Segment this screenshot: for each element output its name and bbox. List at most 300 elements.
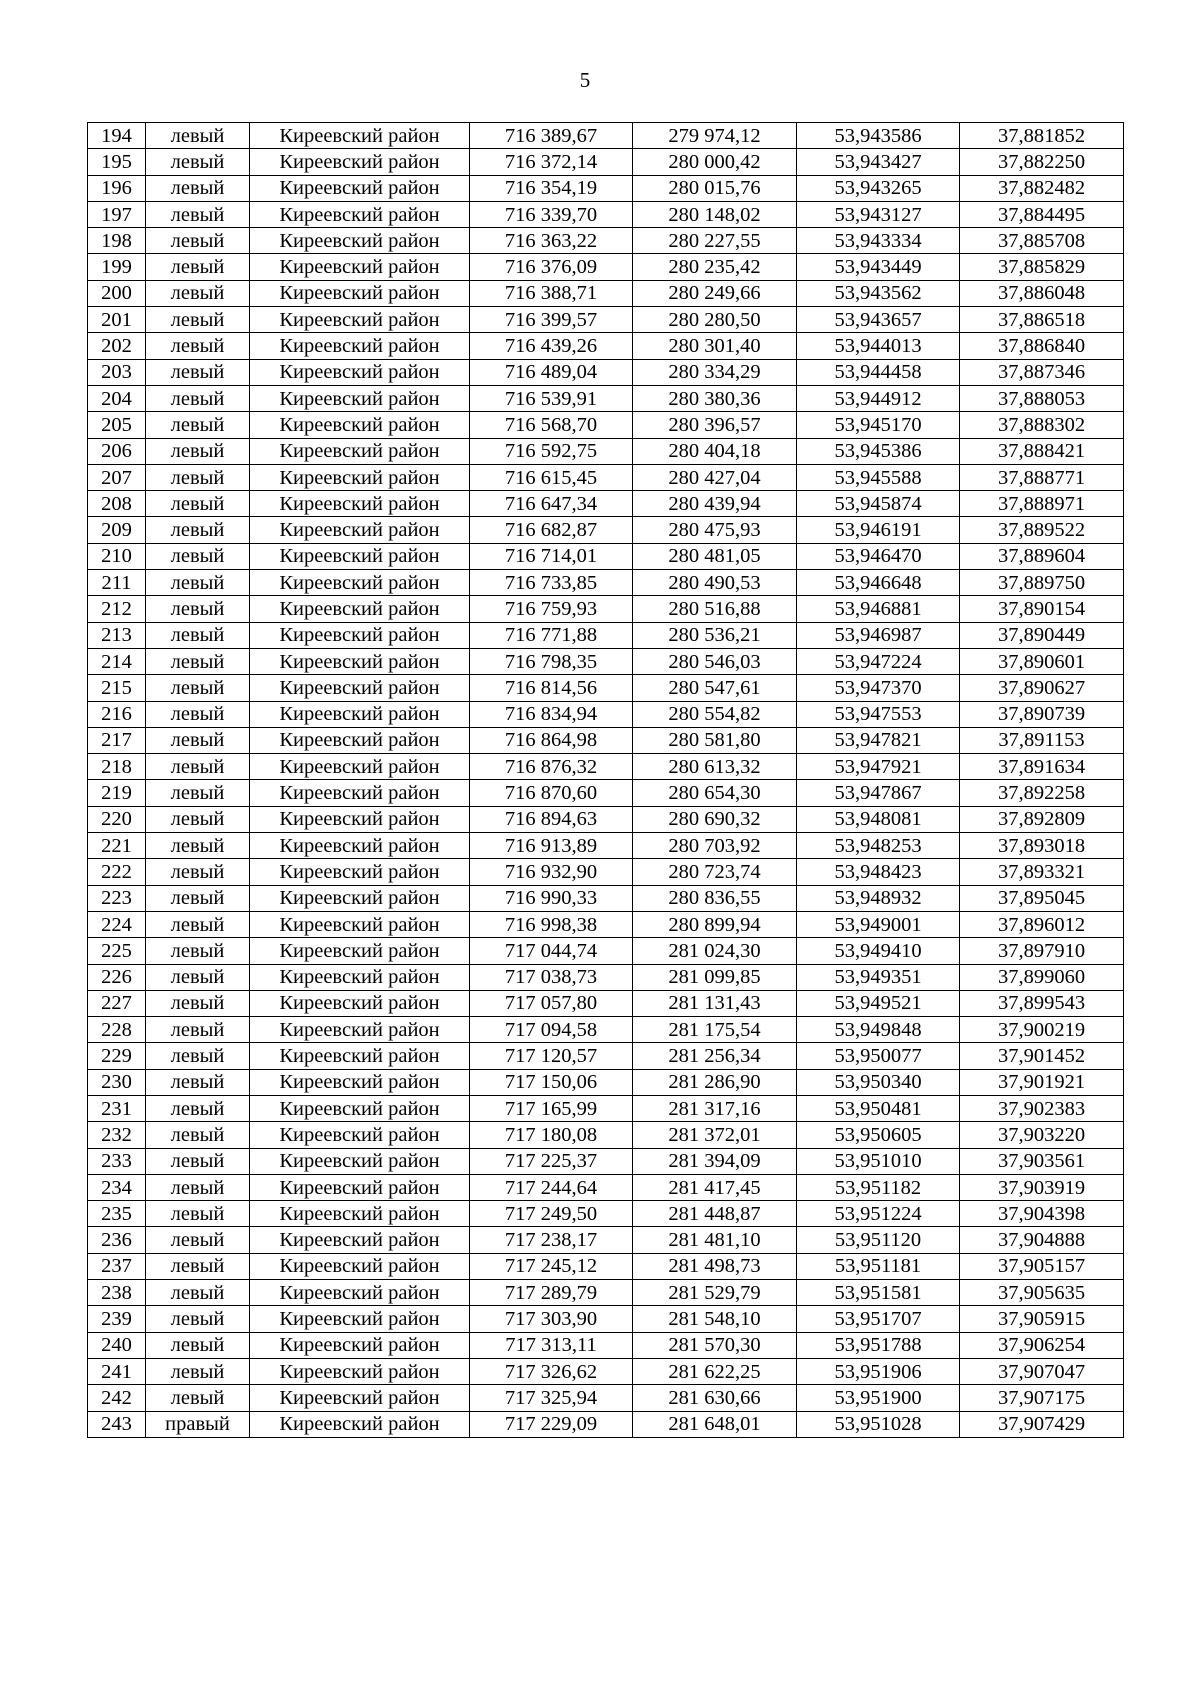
x-coordinate-cell: 717 244,64 bbox=[470, 1174, 633, 1200]
longitude-cell: 37,886840 bbox=[960, 333, 1124, 359]
point-number-cell: 238 bbox=[88, 1280, 146, 1306]
latitude-cell: 53,943127 bbox=[797, 201, 960, 227]
district-cell: Киреевский район bbox=[250, 938, 470, 964]
bank-side-cell: левый bbox=[146, 990, 250, 1016]
latitude-cell: 53,950605 bbox=[797, 1122, 960, 1148]
longitude-cell: 37,906254 bbox=[960, 1332, 1124, 1358]
point-number-cell: 226 bbox=[88, 964, 146, 990]
y-coordinate-cell: 281 317,16 bbox=[633, 1095, 797, 1121]
x-coordinate-cell: 716 354,19 bbox=[470, 175, 633, 201]
district-cell: Киреевский район bbox=[250, 1069, 470, 1095]
latitude-cell: 53,947821 bbox=[797, 727, 960, 753]
latitude-cell: 53,948423 bbox=[797, 859, 960, 885]
latitude-cell: 53,951028 bbox=[797, 1411, 960, 1437]
bank-side-cell: левый bbox=[146, 1043, 250, 1069]
x-coordinate-cell: 716 771,88 bbox=[470, 622, 633, 648]
x-coordinate-cell: 716 399,57 bbox=[470, 307, 633, 333]
y-coordinate-cell: 280 249,66 bbox=[633, 280, 797, 306]
table-row bbox=[88, 596, 1124, 622]
longitude-cell: 37,888053 bbox=[960, 385, 1124, 411]
bank-side-cell: левый bbox=[146, 517, 250, 543]
x-coordinate-cell: 717 180,08 bbox=[470, 1122, 633, 1148]
point-number-cell: 228 bbox=[88, 1017, 146, 1043]
bank-side-cell: левый bbox=[146, 727, 250, 753]
longitude-cell: 37,904888 bbox=[960, 1227, 1124, 1253]
table-row bbox=[88, 964, 1124, 990]
point-number-cell: 201 bbox=[88, 307, 146, 333]
longitude-cell: 37,899060 bbox=[960, 964, 1124, 990]
bank-side-cell: левый bbox=[146, 123, 250, 149]
x-coordinate-cell: 716 932,90 bbox=[470, 859, 633, 885]
bank-side-cell: левый bbox=[146, 1253, 250, 1279]
district-cell: Киреевский район bbox=[250, 990, 470, 1016]
bank-side-cell: левый bbox=[146, 1148, 250, 1174]
x-coordinate-cell: 717 303,90 bbox=[470, 1306, 633, 1332]
latitude-cell: 53,951181 bbox=[797, 1253, 960, 1279]
longitude-cell: 37,899543 bbox=[960, 990, 1124, 1016]
longitude-cell: 37,895045 bbox=[960, 885, 1124, 911]
point-number-cell: 224 bbox=[88, 911, 146, 937]
longitude-cell: 37,907047 bbox=[960, 1358, 1124, 1384]
district-cell: Киреевский район bbox=[250, 254, 470, 280]
point-number-cell: 218 bbox=[88, 754, 146, 780]
x-coordinate-cell: 716 864,98 bbox=[470, 727, 633, 753]
y-coordinate-cell: 280 000,42 bbox=[633, 149, 797, 175]
x-coordinate-cell: 716 592,75 bbox=[470, 438, 633, 464]
y-coordinate-cell: 280 280,50 bbox=[633, 307, 797, 333]
district-cell: Киреевский район bbox=[250, 517, 470, 543]
table-row bbox=[88, 622, 1124, 648]
table-row bbox=[88, 307, 1124, 333]
latitude-cell: 53,943562 bbox=[797, 280, 960, 306]
longitude-cell: 37,903561 bbox=[960, 1148, 1124, 1174]
bank-side-cell: левый bbox=[146, 1122, 250, 1148]
y-coordinate-cell: 280 015,76 bbox=[633, 175, 797, 201]
point-number-cell: 213 bbox=[88, 622, 146, 648]
table-row bbox=[88, 1253, 1124, 1279]
point-number-cell: 216 bbox=[88, 701, 146, 727]
bank-side-cell: левый bbox=[146, 859, 250, 885]
x-coordinate-cell: 716 998,38 bbox=[470, 911, 633, 937]
y-coordinate-cell: 280 536,21 bbox=[633, 622, 797, 648]
x-coordinate-cell: 717 120,57 bbox=[470, 1043, 633, 1069]
district-cell: Киреевский район bbox=[250, 648, 470, 674]
y-coordinate-cell: 280 396,57 bbox=[633, 412, 797, 438]
longitude-cell: 37,888771 bbox=[960, 464, 1124, 490]
x-coordinate-cell: 716 913,89 bbox=[470, 833, 633, 859]
y-coordinate-cell: 281 417,45 bbox=[633, 1174, 797, 1200]
longitude-cell: 37,888302 bbox=[960, 412, 1124, 438]
y-coordinate-cell: 280 723,74 bbox=[633, 859, 797, 885]
point-number-cell: 233 bbox=[88, 1148, 146, 1174]
bank-side-cell: левый bbox=[146, 228, 250, 254]
longitude-cell: 37,901452 bbox=[960, 1043, 1124, 1069]
table-row bbox=[88, 254, 1124, 280]
longitude-cell: 37,893321 bbox=[960, 859, 1124, 885]
longitude-cell: 37,905157 bbox=[960, 1253, 1124, 1279]
district-cell: Киреевский район bbox=[250, 727, 470, 753]
point-number-cell: 211 bbox=[88, 570, 146, 596]
bank-side-cell: левый bbox=[146, 1174, 250, 1200]
latitude-cell: 53,943449 bbox=[797, 254, 960, 280]
table-row bbox=[88, 675, 1124, 701]
point-number-cell: 194 bbox=[88, 123, 146, 149]
latitude-cell: 53,943427 bbox=[797, 149, 960, 175]
x-coordinate-cell: 717 229,09 bbox=[470, 1411, 633, 1437]
point-number-cell: 198 bbox=[88, 228, 146, 254]
point-number-cell: 202 bbox=[88, 333, 146, 359]
bank-side-cell: левый bbox=[146, 1385, 250, 1411]
x-coordinate-cell: 717 326,62 bbox=[470, 1358, 633, 1384]
coordinates-table bbox=[87, 122, 1124, 1438]
x-coordinate-cell: 716 388,71 bbox=[470, 280, 633, 306]
y-coordinate-cell: 281 286,90 bbox=[633, 1069, 797, 1095]
longitude-cell: 37,881852 bbox=[960, 123, 1124, 149]
point-number-cell: 204 bbox=[88, 385, 146, 411]
latitude-cell: 53,951120 bbox=[797, 1227, 960, 1253]
x-coordinate-cell: 717 249,50 bbox=[470, 1201, 633, 1227]
point-number-cell: 206 bbox=[88, 438, 146, 464]
point-number-cell: 209 bbox=[88, 517, 146, 543]
point-number-cell: 239 bbox=[88, 1306, 146, 1332]
x-coordinate-cell: 717 245,12 bbox=[470, 1253, 633, 1279]
x-coordinate-cell: 716 363,22 bbox=[470, 228, 633, 254]
district-cell: Киреевский район bbox=[250, 701, 470, 727]
bank-side-cell: левый bbox=[146, 701, 250, 727]
x-coordinate-cell: 716 876,32 bbox=[470, 754, 633, 780]
table-row bbox=[88, 1280, 1124, 1306]
x-coordinate-cell: 716 870,60 bbox=[470, 780, 633, 806]
table-row bbox=[88, 1095, 1124, 1121]
district-cell: Киреевский район bbox=[250, 1043, 470, 1069]
point-number-cell: 197 bbox=[88, 201, 146, 227]
x-coordinate-cell: 717 238,17 bbox=[470, 1227, 633, 1253]
y-coordinate-cell: 280 301,40 bbox=[633, 333, 797, 359]
y-coordinate-cell: 280 654,30 bbox=[633, 780, 797, 806]
point-number-cell: 229 bbox=[88, 1043, 146, 1069]
latitude-cell: 53,944912 bbox=[797, 385, 960, 411]
longitude-cell: 37,892258 bbox=[960, 780, 1124, 806]
latitude-cell: 53,945170 bbox=[797, 412, 960, 438]
district-cell: Киреевский район bbox=[250, 1253, 470, 1279]
table-row bbox=[88, 938, 1124, 964]
longitude-cell: 37,885829 bbox=[960, 254, 1124, 280]
table-row bbox=[88, 543, 1124, 569]
district-cell: Киреевский район bbox=[250, 570, 470, 596]
latitude-cell: 53,947867 bbox=[797, 780, 960, 806]
latitude-cell: 53,948081 bbox=[797, 806, 960, 832]
bank-side-cell: левый bbox=[146, 780, 250, 806]
point-number-cell: 212 bbox=[88, 596, 146, 622]
district-cell: Киреевский район bbox=[250, 859, 470, 885]
district-cell: Киреевский район bbox=[250, 964, 470, 990]
latitude-cell: 53,945874 bbox=[797, 491, 960, 517]
page-number: 5 bbox=[579, 68, 591, 92]
latitude-cell: 53,951788 bbox=[797, 1332, 960, 1358]
latitude-cell: 53,949521 bbox=[797, 990, 960, 1016]
latitude-cell: 53,943586 bbox=[797, 123, 960, 149]
y-coordinate-cell: 280 380,36 bbox=[633, 385, 797, 411]
latitude-cell: 53,951707 bbox=[797, 1306, 960, 1332]
longitude-cell: 37,886518 bbox=[960, 307, 1124, 333]
latitude-cell: 53,947553 bbox=[797, 701, 960, 727]
x-coordinate-cell: 716 759,93 bbox=[470, 596, 633, 622]
latitude-cell: 53,947921 bbox=[797, 754, 960, 780]
x-coordinate-cell: 717 325,94 bbox=[470, 1385, 633, 1411]
latitude-cell: 53,943265 bbox=[797, 175, 960, 201]
bank-side-cell: левый bbox=[146, 911, 250, 937]
x-coordinate-cell: 716 389,67 bbox=[470, 123, 633, 149]
bank-side-cell: левый bbox=[146, 964, 250, 990]
point-number-cell: 217 bbox=[88, 727, 146, 753]
latitude-cell: 53,945588 bbox=[797, 464, 960, 490]
y-coordinate-cell: 281 630,66 bbox=[633, 1385, 797, 1411]
y-coordinate-cell: 280 227,55 bbox=[633, 228, 797, 254]
latitude-cell: 53,946470 bbox=[797, 543, 960, 569]
district-cell: Киреевский район bbox=[250, 175, 470, 201]
y-coordinate-cell: 281 622,25 bbox=[633, 1358, 797, 1384]
y-coordinate-cell: 280 490,53 bbox=[633, 570, 797, 596]
latitude-cell: 53,946191 bbox=[797, 517, 960, 543]
latitude-cell: 53,949410 bbox=[797, 938, 960, 964]
longitude-cell: 37,889604 bbox=[960, 543, 1124, 569]
x-coordinate-cell: 717 225,37 bbox=[470, 1148, 633, 1174]
point-number-cell: 223 bbox=[88, 885, 146, 911]
point-number-cell: 227 bbox=[88, 990, 146, 1016]
table-row bbox=[88, 464, 1124, 490]
district-cell: Киреевский район bbox=[250, 438, 470, 464]
latitude-cell: 53,951581 bbox=[797, 1280, 960, 1306]
longitude-cell: 37,896012 bbox=[960, 911, 1124, 937]
x-coordinate-cell: 716 894,63 bbox=[470, 806, 633, 832]
bank-side-cell: левый bbox=[146, 307, 250, 333]
x-coordinate-cell: 717 094,58 bbox=[470, 1017, 633, 1043]
longitude-cell: 37,901921 bbox=[960, 1069, 1124, 1095]
y-coordinate-cell: 280 475,93 bbox=[633, 517, 797, 543]
bank-side-cell: левый bbox=[146, 280, 250, 306]
bank-side-cell: левый bbox=[146, 938, 250, 964]
bank-side-cell: левый bbox=[146, 1201, 250, 1227]
table-row bbox=[88, 228, 1124, 254]
longitude-cell: 37,888971 bbox=[960, 491, 1124, 517]
table-row bbox=[88, 333, 1124, 359]
point-number-cell: 205 bbox=[88, 412, 146, 438]
point-number-cell: 242 bbox=[88, 1385, 146, 1411]
district-cell: Киреевский район bbox=[250, 1385, 470, 1411]
table-row bbox=[88, 780, 1124, 806]
table-row bbox=[88, 1332, 1124, 1358]
district-cell: Киреевский район bbox=[250, 412, 470, 438]
x-coordinate-cell: 716 376,09 bbox=[470, 254, 633, 280]
y-coordinate-cell: 281 175,54 bbox=[633, 1017, 797, 1043]
table-row bbox=[88, 1358, 1124, 1384]
point-number-cell: 240 bbox=[88, 1332, 146, 1358]
x-coordinate-cell: 717 057,80 bbox=[470, 990, 633, 1016]
latitude-cell: 53,950340 bbox=[797, 1069, 960, 1095]
point-number-cell: 222 bbox=[88, 859, 146, 885]
table-row bbox=[88, 701, 1124, 727]
longitude-cell: 37,889750 bbox=[960, 570, 1124, 596]
table-row bbox=[88, 570, 1124, 596]
point-number-cell: 241 bbox=[88, 1358, 146, 1384]
latitude-cell: 53,950077 bbox=[797, 1043, 960, 1069]
latitude-cell: 53,946648 bbox=[797, 570, 960, 596]
table-row bbox=[88, 1411, 1124, 1437]
bank-side-cell: левый bbox=[146, 1069, 250, 1095]
point-number-cell: 243 bbox=[88, 1411, 146, 1437]
bank-side-cell: левый bbox=[146, 1280, 250, 1306]
longitude-cell: 37,892809 bbox=[960, 806, 1124, 832]
point-number-cell: 237 bbox=[88, 1253, 146, 1279]
point-number-cell: 208 bbox=[88, 491, 146, 517]
point-number-cell: 235 bbox=[88, 1201, 146, 1227]
district-cell: Киреевский район bbox=[250, 596, 470, 622]
district-cell: Киреевский район bbox=[250, 1095, 470, 1121]
point-number-cell: 225 bbox=[88, 938, 146, 964]
district-cell: Киреевский район bbox=[250, 543, 470, 569]
longitude-cell: 37,903220 bbox=[960, 1122, 1124, 1148]
latitude-cell: 53,951906 bbox=[797, 1358, 960, 1384]
point-number-cell: 199 bbox=[88, 254, 146, 280]
longitude-cell: 37,900219 bbox=[960, 1017, 1124, 1043]
district-cell: Киреевский район bbox=[250, 1411, 470, 1437]
bank-side-cell: левый bbox=[146, 1358, 250, 1384]
table-row bbox=[88, 1385, 1124, 1411]
point-number-cell: 207 bbox=[88, 464, 146, 490]
table-row bbox=[88, 1122, 1124, 1148]
district-cell: Киреевский район bbox=[250, 1017, 470, 1043]
x-coordinate-cell: 717 038,73 bbox=[470, 964, 633, 990]
district-cell: Киреевский район bbox=[250, 1174, 470, 1200]
latitude-cell: 53,944013 bbox=[797, 333, 960, 359]
y-coordinate-cell: 281 024,30 bbox=[633, 938, 797, 964]
bank-side-cell: левый bbox=[146, 648, 250, 674]
longitude-cell: 37,907175 bbox=[960, 1385, 1124, 1411]
y-coordinate-cell: 280 439,94 bbox=[633, 491, 797, 517]
table-row bbox=[88, 833, 1124, 859]
point-number-cell: 203 bbox=[88, 359, 146, 385]
latitude-cell: 53,947224 bbox=[797, 648, 960, 674]
district-cell: Киреевский район bbox=[250, 1358, 470, 1384]
bank-side-cell: левый bbox=[146, 1095, 250, 1121]
y-coordinate-cell: 280 148,02 bbox=[633, 201, 797, 227]
district-cell: Киреевский район bbox=[250, 1148, 470, 1174]
y-coordinate-cell: 281 548,10 bbox=[633, 1306, 797, 1332]
point-number-cell: 196 bbox=[88, 175, 146, 201]
y-coordinate-cell: 280 703,92 bbox=[633, 833, 797, 859]
table-row bbox=[88, 201, 1124, 227]
bank-side-cell: левый bbox=[146, 754, 250, 780]
x-coordinate-cell: 716 714,01 bbox=[470, 543, 633, 569]
district-cell: Киреевский район bbox=[250, 359, 470, 385]
table-row bbox=[88, 1306, 1124, 1332]
district-cell: Киреевский район bbox=[250, 833, 470, 859]
district-cell: Киреевский район bbox=[250, 1332, 470, 1358]
bank-side-cell: левый bbox=[146, 675, 250, 701]
bank-side-cell: левый bbox=[146, 596, 250, 622]
bank-side-cell: левый bbox=[146, 622, 250, 648]
y-coordinate-cell: 281 648,01 bbox=[633, 1411, 797, 1437]
district-cell: Киреевский район bbox=[250, 1201, 470, 1227]
latitude-cell: 53,946881 bbox=[797, 596, 960, 622]
point-number-cell: 231 bbox=[88, 1095, 146, 1121]
longitude-cell: 37,891153 bbox=[960, 727, 1124, 753]
y-coordinate-cell: 281 099,85 bbox=[633, 964, 797, 990]
latitude-cell: 53,945386 bbox=[797, 438, 960, 464]
x-coordinate-cell: 716 439,26 bbox=[470, 333, 633, 359]
bank-side-cell: левый bbox=[146, 833, 250, 859]
district-cell: Киреевский район bbox=[250, 754, 470, 780]
y-coordinate-cell: 280 690,32 bbox=[633, 806, 797, 832]
bank-side-cell: левый bbox=[146, 464, 250, 490]
bank-side-cell: левый bbox=[146, 149, 250, 175]
bank-side-cell: левый bbox=[146, 254, 250, 280]
district-cell: Киреевский район bbox=[250, 464, 470, 490]
district-cell: Киреевский район bbox=[250, 1122, 470, 1148]
table-row bbox=[88, 1201, 1124, 1227]
table-row bbox=[88, 1017, 1124, 1043]
table-body bbox=[88, 123, 1124, 1438]
longitude-cell: 37,885708 bbox=[960, 228, 1124, 254]
longitude-cell: 37,890601 bbox=[960, 648, 1124, 674]
y-coordinate-cell: 281 481,10 bbox=[633, 1227, 797, 1253]
y-coordinate-cell: 281 394,09 bbox=[633, 1148, 797, 1174]
bank-side-cell: левый bbox=[146, 885, 250, 911]
district-cell: Киреевский район bbox=[250, 307, 470, 333]
longitude-cell: 37,890154 bbox=[960, 596, 1124, 622]
bank-side-cell: левый bbox=[146, 1017, 250, 1043]
x-coordinate-cell: 716 990,33 bbox=[470, 885, 633, 911]
longitude-cell: 37,905635 bbox=[960, 1280, 1124, 1306]
x-coordinate-cell: 716 814,56 bbox=[470, 675, 633, 701]
y-coordinate-cell: 280 613,32 bbox=[633, 754, 797, 780]
y-coordinate-cell: 280 481,05 bbox=[633, 543, 797, 569]
table-row bbox=[88, 990, 1124, 1016]
district-cell: Киреевский район bbox=[250, 491, 470, 517]
x-coordinate-cell: 716 834,94 bbox=[470, 701, 633, 727]
y-coordinate-cell: 281 448,87 bbox=[633, 1201, 797, 1227]
table-row bbox=[88, 438, 1124, 464]
bank-side-cell: левый bbox=[146, 1306, 250, 1332]
longitude-cell: 37,890627 bbox=[960, 675, 1124, 701]
y-coordinate-cell: 281 529,79 bbox=[633, 1280, 797, 1306]
district-cell: Киреевский район bbox=[250, 123, 470, 149]
x-coordinate-cell: 716 539,91 bbox=[470, 385, 633, 411]
y-coordinate-cell: 281 256,34 bbox=[633, 1043, 797, 1069]
bank-side-cell: левый bbox=[146, 1332, 250, 1358]
y-coordinate-cell: 280 546,03 bbox=[633, 648, 797, 674]
table-row bbox=[88, 859, 1124, 885]
table-row bbox=[88, 727, 1124, 753]
latitude-cell: 53,943657 bbox=[797, 307, 960, 333]
x-coordinate-cell: 717 289,79 bbox=[470, 1280, 633, 1306]
table-row bbox=[88, 911, 1124, 937]
y-coordinate-cell: 281 131,43 bbox=[633, 990, 797, 1016]
table-row bbox=[88, 280, 1124, 306]
point-number-cell: 215 bbox=[88, 675, 146, 701]
longitude-cell: 37,889522 bbox=[960, 517, 1124, 543]
point-number-cell: 230 bbox=[88, 1069, 146, 1095]
latitude-cell: 53,950481 bbox=[797, 1095, 960, 1121]
y-coordinate-cell: 280 404,18 bbox=[633, 438, 797, 464]
x-coordinate-cell: 716 372,14 bbox=[470, 149, 633, 175]
district-cell: Киреевский район bbox=[250, 280, 470, 306]
table-row bbox=[88, 149, 1124, 175]
point-number-cell: 220 bbox=[88, 806, 146, 832]
x-coordinate-cell: 716 647,34 bbox=[470, 491, 633, 517]
longitude-cell: 37,897910 bbox=[960, 938, 1124, 964]
longitude-cell: 37,891634 bbox=[960, 754, 1124, 780]
